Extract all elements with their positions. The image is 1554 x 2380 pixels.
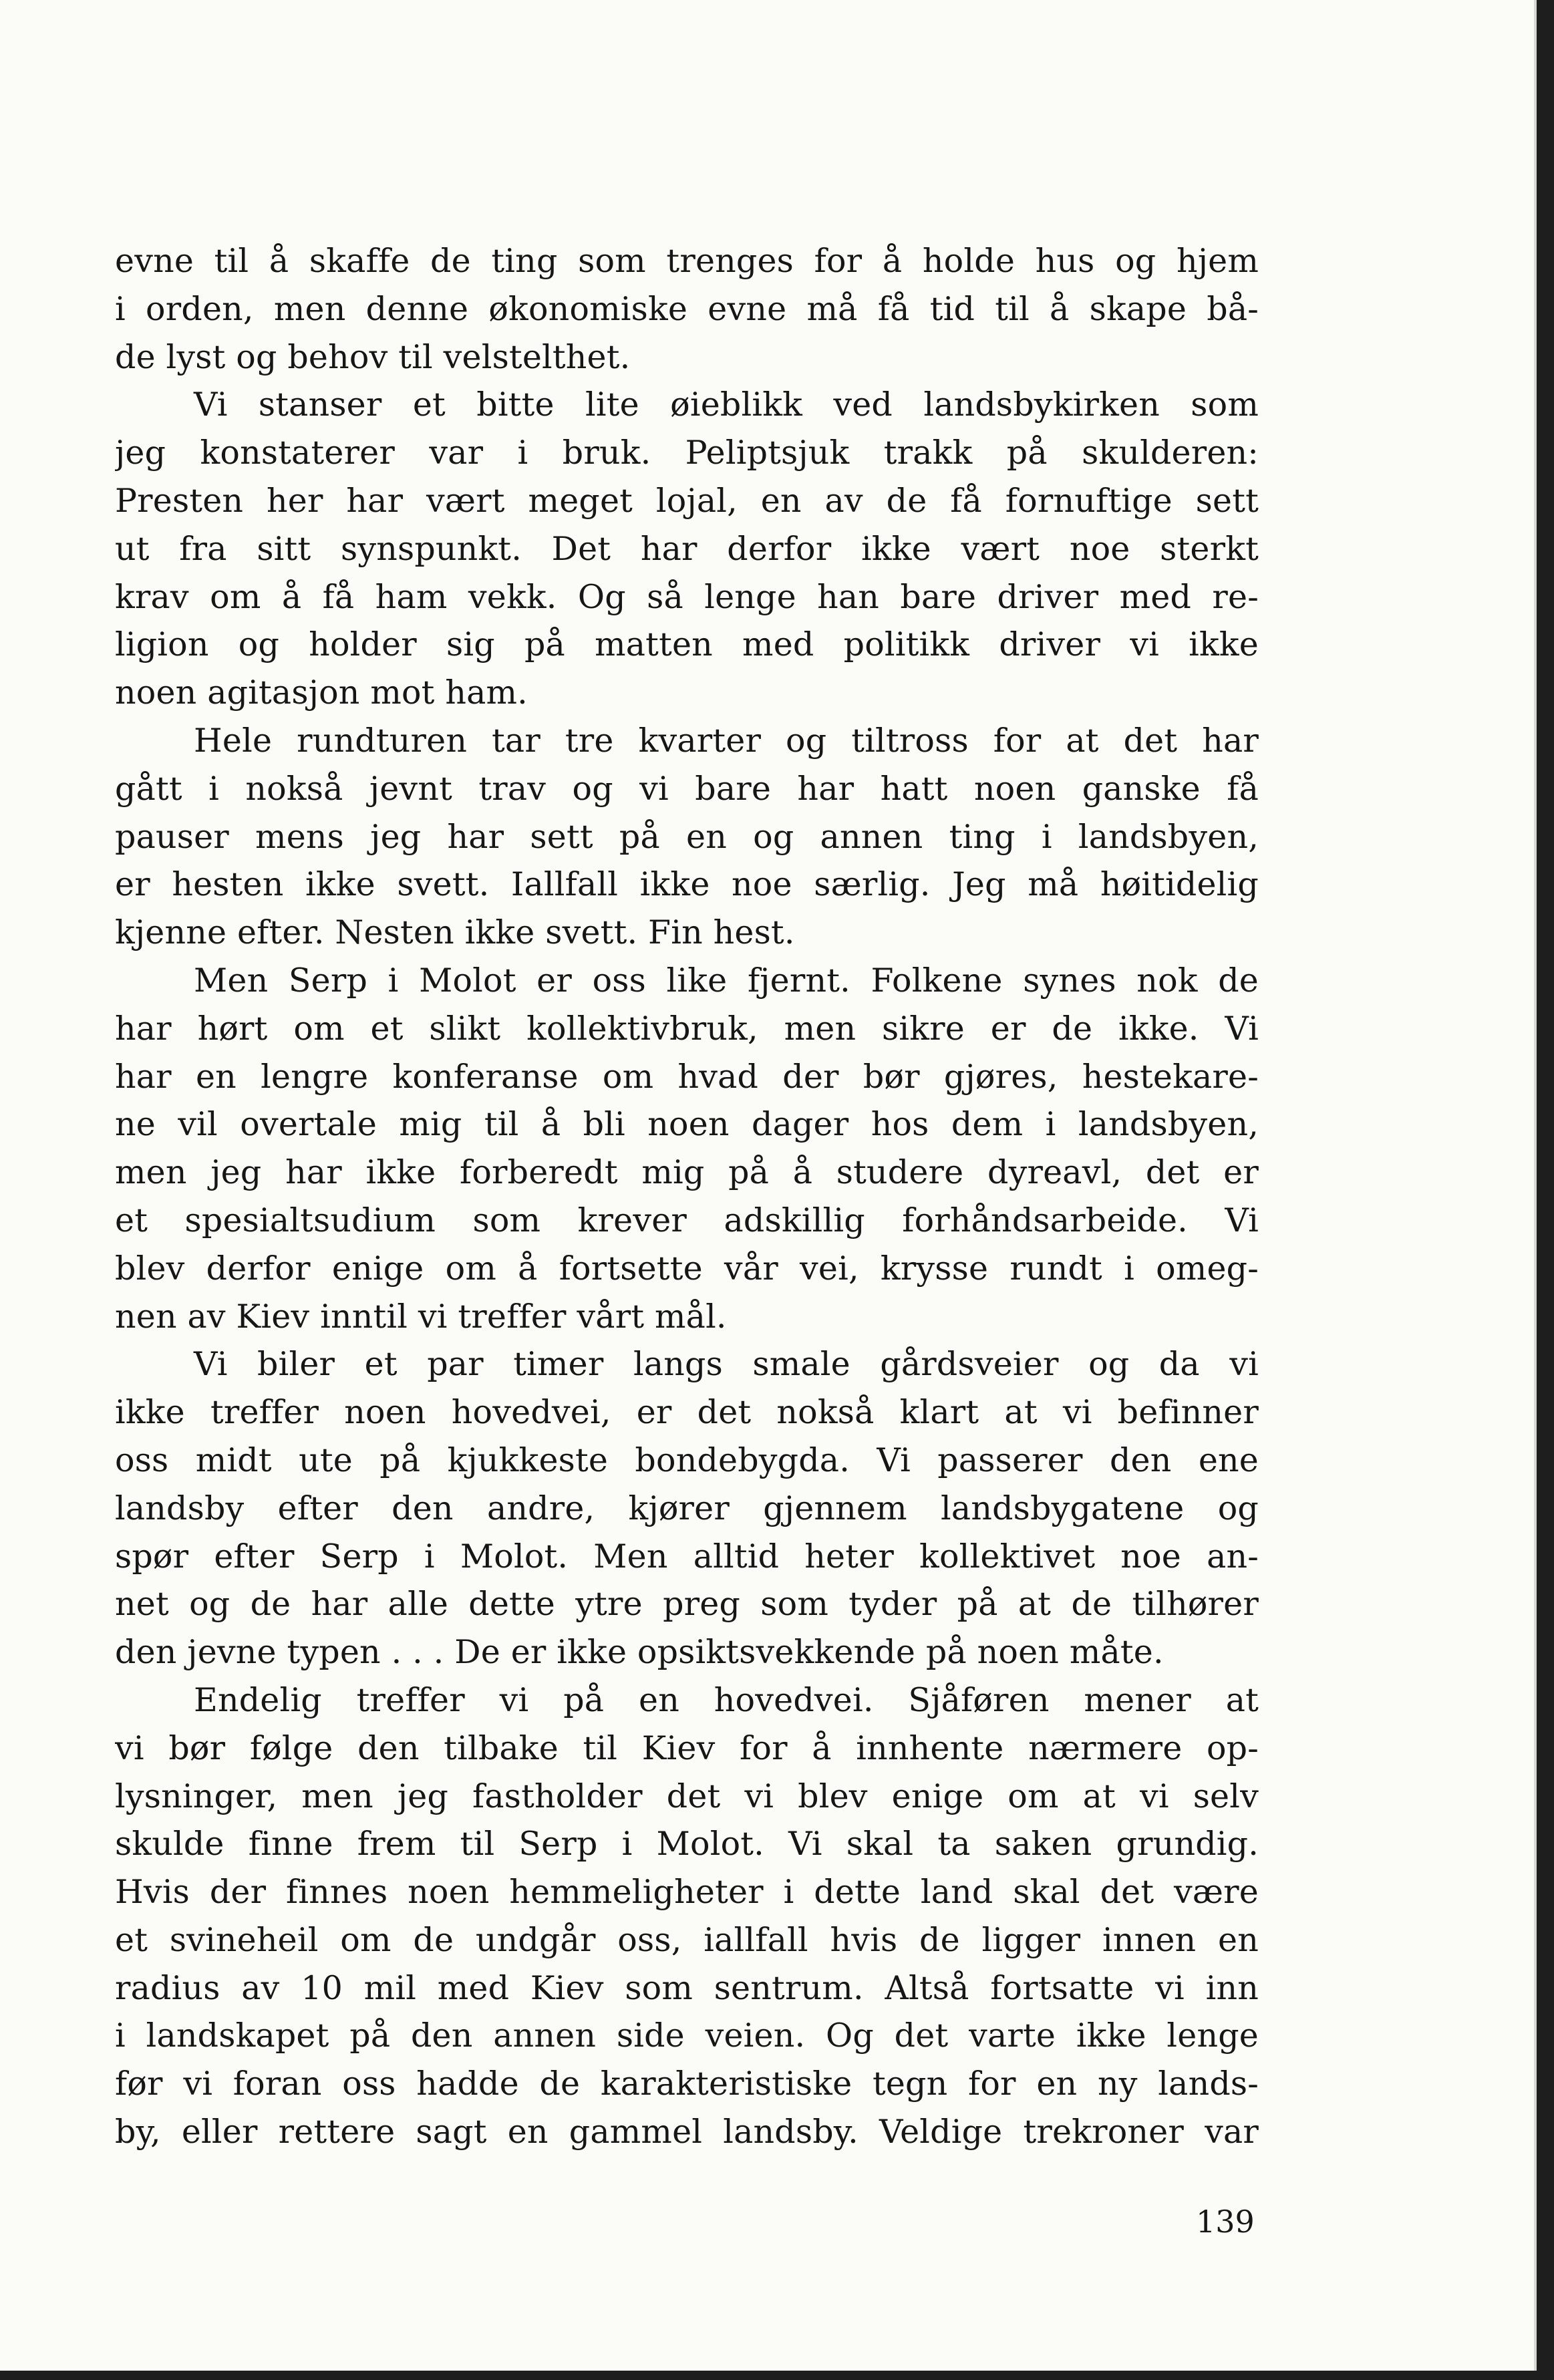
text-line: har hørt om et slikt kollektivbruk, men sikre er de ikke. Vi	[115, 1009, 1259, 1048]
body-text	[115, 237, 1259, 2156]
text-line: evne til å skaffe de ting som trenges for å holde hus og hjem	[115, 242, 1259, 280]
page-number: 139	[1196, 2204, 1255, 2240]
text-line: før vi foran oss hadde de karakteristiske tegn for en ny lands-	[115, 2065, 1259, 2103]
text-line: Hele rundturen tar tre kvarter og tiltross for at det har	[194, 721, 1259, 760]
text-line: Presten her har vært meget lojal, en av de få fornuftige sett	[115, 481, 1259, 520]
text-line: noen agitasjon mot ham.	[115, 674, 528, 712]
text-line: ne vil overtale mig til å bli noen dager hos dem i landsbyen,	[115, 1105, 1259, 1144]
text-line: men jeg har ikke forberedt mig på å studere dyreavl, det er	[115, 1153, 1259, 1192]
text-line: har en lengre konferanse om hvad der bør gjøres, hestekare-	[115, 1057, 1259, 1096]
text-line: ikke treffer noen hovedvei, er det nokså klart at vi befinner	[115, 1393, 1259, 1432]
text-line: jeg konstaterer var i bruk. Peliptsjuk trakk på skulderen:	[115, 434, 1259, 472]
scan-edge-bottom	[0, 2371, 1554, 2380]
text-line: landsby efter den andre, kjører gjennem landsbygatene og	[115, 1489, 1259, 1527]
text-line: et spesialtsudium som krever adskillig forhåndsarbeide. Vi	[115, 1201, 1259, 1239]
text-line: Vi biler et par timer langs smale gårdsveier og da vi	[194, 1345, 1259, 1384]
text-line: krav om å få ham vekk. Og så lenge han bare driver med re-	[115, 577, 1259, 616]
text-line: Vi stanser et bitte lite øieblikk ved landsbykirken som	[194, 386, 1259, 424]
text-line: net og de har alle dette ytre preg som tyder på at de tilhører	[115, 1585, 1259, 1624]
text-line: skulde finne frem til Serp i Molot. Vi skal ta saken grundig.	[115, 1825, 1259, 1864]
text-line: et svineheil om de undgår oss, iallfall hvis de ligger innen en	[115, 1920, 1259, 1959]
text-line: i landskapet på den annen side veien. Og det varte ikke lenge	[115, 2017, 1259, 2055]
text-line: ligion og holder sig på matten med politikk driver vi ikke	[115, 625, 1259, 664]
text-line: er hesten ikke svett. Iallfall ikke noe særlig. Jeg må høitidelig	[115, 865, 1259, 904]
text-line: radius av 10 mil med Kiev som sentrum. Altså fortsatte vi inn	[115, 1968, 1259, 2007]
text-line: kjenne efter. Nesten ikke svett. Fin hest.	[115, 913, 795, 952]
text-line: vi bør følge den tilbake til Kiev for å innhente nærmere op-	[115, 1729, 1259, 1767]
text-line: den jevne typen . . . De er ikke opsiktsvekkende på noen måte.	[115, 1633, 1164, 1672]
text-line: i orden, men denne økonomiske evne må få tid til å skape bå-	[115, 289, 1259, 328]
text-line: Men Serp i Molot er oss like fjernt. Folkene synes nok de	[194, 961, 1259, 1000]
text-line: oss midt ute på kjukkeste bondebygda. Vi passerer den ene	[115, 1441, 1259, 1479]
text-line: spør efter Serp i Molot. Men alltid heter kollektivet noe an-	[115, 1537, 1259, 1576]
text-line: Endelig treffer vi på en hovedvei. Sjåføren mener at	[194, 1680, 1259, 1719]
text-line: blev derfor enige om å fortsette vår vei, krysse rundt i omeg-	[115, 1249, 1259, 1288]
text-line: lysninger, men jeg fastholder det vi blev enige om at vi selv	[115, 1777, 1259, 1815]
text-line: Hvis der finnes noen hemmeligheter i dette land skal det være	[115, 1873, 1259, 1912]
text-line: gått i nokså jevnt trav og vi bare har hatt noen ganske få	[115, 769, 1259, 808]
scan-edge-right	[1537, 0, 1554, 2380]
text-line: by, eller rettere sagt en gammel landsby. Veldige trekroner var	[115, 2113, 1259, 2151]
text-line: pauser mens jeg har sett på en og annen ting i landsbyen,	[115, 817, 1259, 856]
text-line: ut fra sitt synspunkt. Det har derfor ikke vært noe sterkt	[115, 529, 1259, 568]
text-line: nen av Kiev inntil vi treffer vårt mål.	[115, 1297, 727, 1336]
text-line: de lyst og behov til velstelthet.	[115, 337, 631, 376]
